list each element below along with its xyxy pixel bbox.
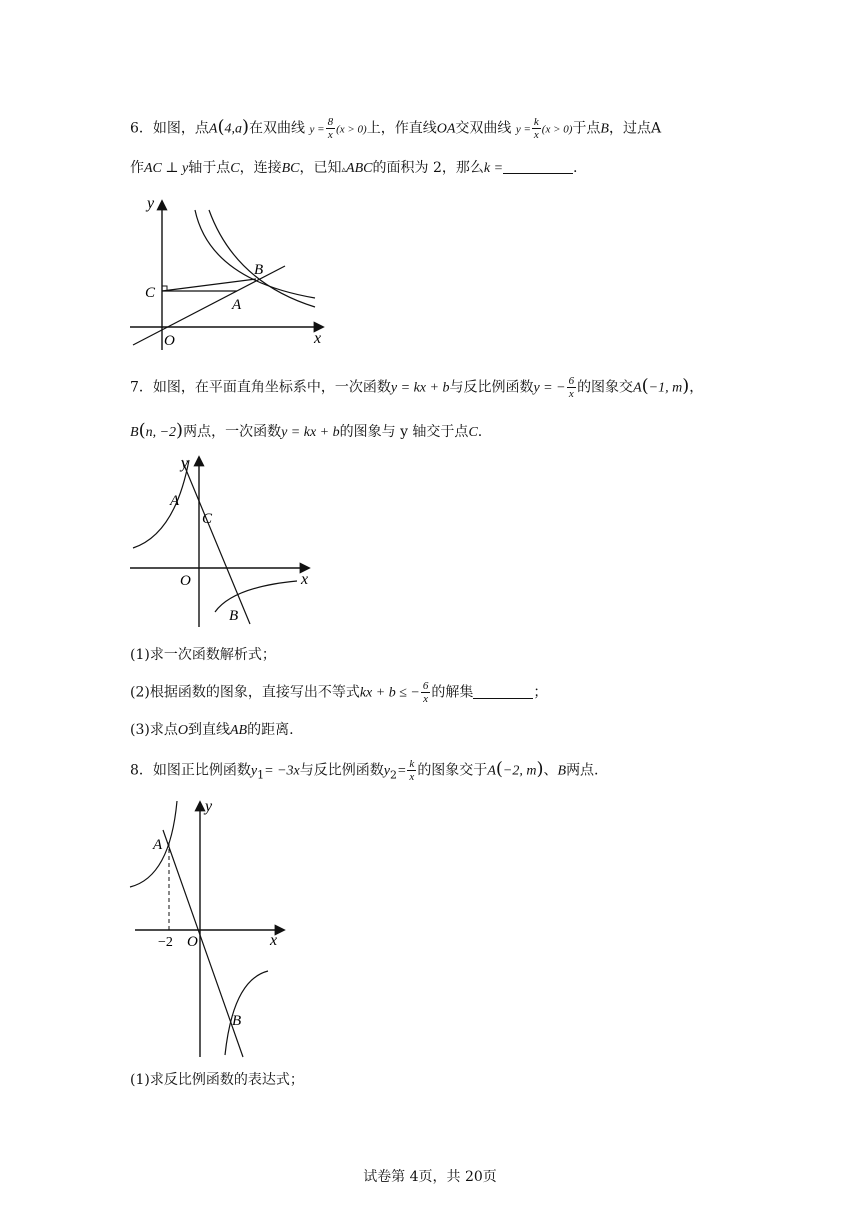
q8-proportional-line	[163, 830, 243, 1057]
page-footer: 试卷第 4页，共 20页	[363, 1169, 497, 1185]
q8-sub-question-1: (1)求反比例函数的表达式；	[130, 1072, 304, 1088]
q8-label-y: y	[205, 798, 213, 815]
q7-answer-blank	[473, 684, 533, 699]
q6-line-2: 作AC ⊥ y轴于点C，连接BC，已知▵ABC的面积为 2，那么k = .	[130, 160, 578, 176]
q6-line-1: 6．如图，点A(4,a)在双曲线 y = $\frac{8}{x}$ (x > 0)上，作直线OA交双曲线 y = $\frac{k}{x}$ (x > 0)于点B，过点A	[130, 116, 662, 141]
q6-label-y: y	[147, 195, 155, 212]
q6-label-c: C	[145, 285, 156, 301]
q6-segment-bc	[162, 279, 256, 291]
q7-label-x: x	[301, 571, 309, 588]
q7-hyperbola-lower-right	[215, 581, 297, 612]
q7-figure	[125, 452, 325, 632]
q7-hyperbola-upper-left	[133, 460, 189, 548]
q7-label-y: y	[181, 455, 189, 472]
q6-label-o: O	[164, 333, 175, 349]
q7-sub-question-1: (1)求一次函数解析式；	[130, 647, 276, 663]
q7-linear-line	[182, 460, 250, 624]
q8-fraction-k-over-x: $\frac{k}{x}$	[409, 758, 415, 783]
q8-line-1: 8．如图正比例函数$y_1= -3x$与反比例函数$y_2=$ $\frac{k}{x}$ 的图象交于A(−2, m)、B两点.	[130, 758, 599, 783]
q6-label-a: A	[232, 297, 242, 313]
q8-figure	[125, 795, 290, 1060]
q6-point-a: A	[208, 121, 218, 137]
q7-label-a: A	[170, 493, 180, 509]
q6-fraction-8-over-x: $\frac{8}{x}$	[327, 116, 334, 141]
q6-label-x: x	[314, 330, 322, 347]
q7-sub-question-2: (2)根据函数的图象，直接写出不等式kx + b ≤ − $\frac{6}{x}$ 的解集 ；	[130, 680, 548, 705]
q8-label-o: O	[187, 934, 198, 950]
q6-label-b: B	[254, 262, 264, 278]
q7-sub-question-3: (3)求点O到直线AB的距离.	[130, 722, 294, 738]
q6-fraction-k-over-x: $\frac{k}{x}$	[533, 116, 539, 141]
q7-line-1: 7．如图，在平面直角坐标系中，一次函数y = kx + b与反比例函数y = − $\frac{6}{x}$ 的图象交A(−1, m)，	[130, 375, 704, 400]
q7-fraction-6-over-x: $\frac{6}{x}$	[568, 375, 575, 400]
q8-label-b: B	[232, 1013, 242, 1029]
q8-label-x: x	[270, 932, 278, 949]
q6-figure	[125, 190, 335, 355]
q7-line-2: B(n, −2)两点，一次函数y = kx + b的图象与 y 轴交于点C.	[130, 420, 483, 441]
q6-hyperbola-outer	[209, 210, 315, 307]
q7-label-c: C	[202, 511, 213, 527]
q7-label-o: O	[180, 573, 191, 589]
q8-label-neg2: −2	[158, 935, 173, 950]
q6-answer-blank	[503, 159, 573, 174]
q7-label-b: B	[229, 608, 239, 624]
q7-sub2-fraction: $\frac{6}{x}$	[422, 680, 429, 705]
q8-label-a: A	[153, 837, 163, 853]
